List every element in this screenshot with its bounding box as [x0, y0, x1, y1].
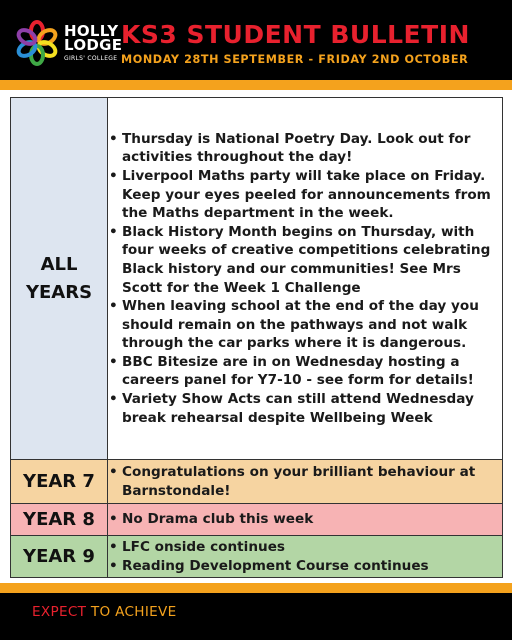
- list-item: • Variety Show Acts can still attend Wednesday break rehearsal despite Wellbeing Week: [108, 390, 502, 427]
- date-range: MONDAY 28TH SEPTEMBER - FRIDAY 2ND OCTOBER: [121, 53, 469, 66]
- header: [0, 0, 512, 80]
- school-name: HOLLY LODGE: [64, 22, 123, 54]
- year-8-row: [11, 504, 503, 536]
- year-7-label: YEAR 7: [11, 460, 108, 504]
- list-item: • Black History Month begins on Thursday, with four weeks of creative competitions celebrating Black history and our communities! See Mrs Scott for the Week 1 Challenge: [108, 223, 502, 297]
- list-item: • When leaving school at the end of the day you should remain on the pathways and not walk through the car parks where it is dangerous.: [108, 297, 502, 353]
- year-8-content: [108, 504, 503, 536]
- list-item: • No Drama club this week: [108, 510, 502, 529]
- bulletin-panel: [0, 90, 512, 583]
- school-subtitle: GIRLS' COLLEGE: [64, 55, 118, 62]
- flower-logo-icon: [14, 20, 60, 66]
- year-9-content: [108, 536, 503, 578]
- all-years-row: [11, 98, 503, 460]
- list-item: • Liverpool Maths party will take place on Friday. Keep your eyes peeled for announcements from the Maths department in the week.: [108, 167, 502, 223]
- year-7-row: [11, 460, 503, 504]
- footer-motto: EXPECT TO ACHIEVE: [32, 604, 177, 620]
- list-item: • Reading Development Course continues: [108, 557, 502, 576]
- year-7-content: [108, 460, 503, 504]
- year-9-row: [11, 536, 503, 578]
- year-8-label: YEAR 8: [11, 504, 108, 536]
- top-stripe: [0, 80, 512, 90]
- list-item: • Thursday is National Poetry Day. Look out for activities throughout the day!: [108, 130, 502, 167]
- list-item: • Congratulations on your brilliant behaviour at Barnstondale!: [108, 463, 502, 500]
- all-years-label: ALL YEARS: [11, 98, 108, 460]
- list-item: • BBC Bitesize are in on Wednesday hosting a careers panel for Y7-10 - see form for details!: [108, 353, 502, 390]
- all-years-content: [108, 98, 503, 460]
- page-title: KS3 STUDENT BULLETIN: [121, 20, 470, 49]
- bottom-stripe: [0, 583, 512, 593]
- bulletin-table: [10, 97, 503, 578]
- year-9-label: YEAR 9: [11, 536, 108, 578]
- list-item: • LFC onside continues: [108, 538, 502, 557]
